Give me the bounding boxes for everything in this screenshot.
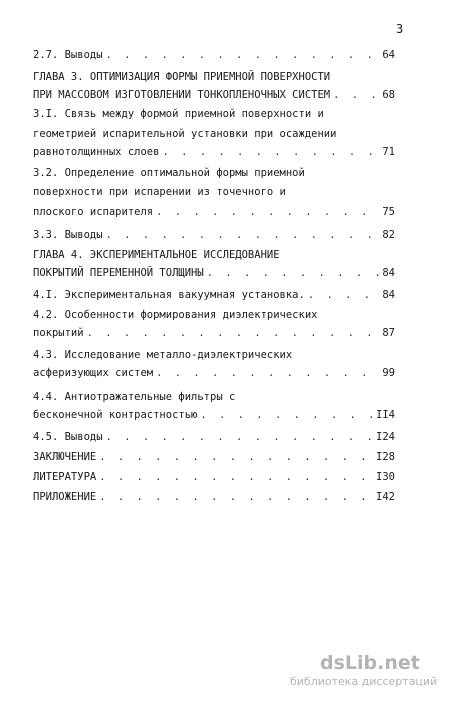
toc-entry-title: ПОКРЫТИЙ ПЕРЕМЕННОЙ ТОЛЩИНЫ	[33, 267, 204, 279]
watermark-logo: dsLib.net	[320, 652, 420, 674]
toc-entry-title: ПРИ МАССОВОМ ИЗГОТОВЛЕНИИ ТОНКОПЛЕНОЧНЫХ СИСТЕМ	[33, 89, 331, 101]
toc-entry	[33, 308, 317, 322]
toc-entry-title: геометрией испарительной установки при осаждении	[33, 128, 337, 140]
toc-entry-title: плоского испарителя	[33, 206, 154, 218]
toc-entry	[33, 228, 395, 242]
toc-entry	[33, 107, 324, 121]
toc-entry-page: I42	[376, 491, 395, 503]
toc-entry-title: 3.2. Определение оптимальной формы приемной	[33, 167, 305, 179]
toc-entry-title: 3.3. Выводы	[33, 229, 103, 241]
toc-leader-dots	[106, 430, 373, 444]
toc-entry-page: I24	[376, 431, 395, 443]
toc-entry	[33, 450, 395, 464]
page-number: 3	[396, 22, 404, 36]
toc-entry	[33, 326, 395, 340]
toc-entry-title: 3.I. Связь между формой приемной поверхности и	[33, 108, 324, 120]
toc-leader-dots	[87, 326, 380, 340]
toc-entry-title: 4.3. Исследование металло-диэлектрических	[33, 349, 293, 361]
watermark-subtitle: библиотека диссертаций	[290, 675, 438, 688]
toc-entry-title: 4.2. Особенности формирования диэлектрических	[33, 309, 318, 321]
toc-entry-page: 75	[382, 206, 395, 218]
toc-entry-title: бесконечной контрастностью	[33, 409, 198, 421]
toc-entry-page: 71	[382, 146, 395, 158]
toc-entry-title: 4.4. Антиотражательные фильтры с	[33, 391, 236, 403]
toc-entry	[33, 390, 235, 404]
toc-entry	[33, 88, 395, 102]
toc-entry	[33, 470, 395, 484]
toc-leader-dots	[106, 228, 380, 242]
toc-entry-title: равнотолщинных слоев	[33, 146, 160, 158]
toc-entry-title: ГЛАВА 3. ОПТИМИЗАЦИЯ ФОРМЫ ПРИЕМНОЙ ПОВЕРХНОСТИ	[33, 71, 331, 83]
toc-entry	[33, 248, 280, 262]
toc-entry-page: 84	[382, 267, 395, 279]
toc-entry-page: 64	[382, 49, 395, 61]
toc-entry-page: 84	[382, 289, 395, 301]
toc-leader-dots	[207, 266, 380, 280]
toc-entry-title: 4.5. Выводы	[33, 431, 103, 443]
toc-leader-dots	[333, 88, 379, 102]
toc-entry-title: асферизующих систем	[33, 367, 154, 379]
toc-entry-page: 87	[382, 327, 395, 339]
toc-entry-title: ПРИЛОЖЕНИЕ	[33, 491, 97, 503]
toc-entry-page: 99	[382, 367, 395, 379]
toc-entry-title: ГЛАВА 4. ЭКСПЕРИМЕНТАЛЬНОЕ ИССЛЕДОВАНИЕ	[33, 249, 280, 261]
toc-leader-dots	[200, 408, 373, 422]
toc-entry	[33, 166, 305, 180]
toc-entry	[33, 366, 395, 380]
toc-entry-page: II4	[376, 409, 395, 421]
toc-entry-title: 2.7. Выводы	[33, 49, 103, 61]
toc-entry-page: I28	[376, 451, 395, 463]
toc-entry	[33, 145, 395, 159]
toc-entry-page: 82	[382, 229, 395, 241]
toc-entry	[33, 348, 292, 362]
toc-entry-page: 68	[382, 89, 395, 101]
toc-leader-dots	[99, 490, 373, 504]
toc-leader-dots	[99, 470, 373, 484]
toc-entry	[33, 205, 395, 219]
toc-entry	[33, 408, 395, 422]
toc-entry	[33, 127, 336, 141]
toc-leader-dots	[106, 48, 380, 62]
toc-leader-dots	[156, 205, 379, 219]
toc-entry-title: поверхности при испарении из точечного и	[33, 186, 286, 198]
toc-entry-title: покрытий	[33, 327, 84, 339]
toc-entry-title: ЛИТЕРАТУРА	[33, 471, 97, 483]
toc-entry	[33, 490, 395, 504]
toc-entry-title: 4.I. Экспериментальная вакуумная установка.	[33, 289, 305, 301]
toc-leader-dots	[156, 366, 379, 380]
toc-leader-dots	[99, 450, 373, 464]
toc-leader-dots	[162, 145, 379, 159]
toc-entry	[33, 288, 395, 302]
toc-entry	[33, 48, 395, 62]
toc-entry-page: I30	[376, 471, 395, 483]
toc-entry	[33, 266, 395, 280]
toc-entry-title: ЗАКЛЮЧЕНИЕ	[33, 451, 97, 463]
toc-leader-dots	[308, 288, 380, 302]
toc-entry	[33, 70, 330, 84]
toc-entry	[33, 430, 395, 444]
toc-entry	[33, 185, 286, 199]
